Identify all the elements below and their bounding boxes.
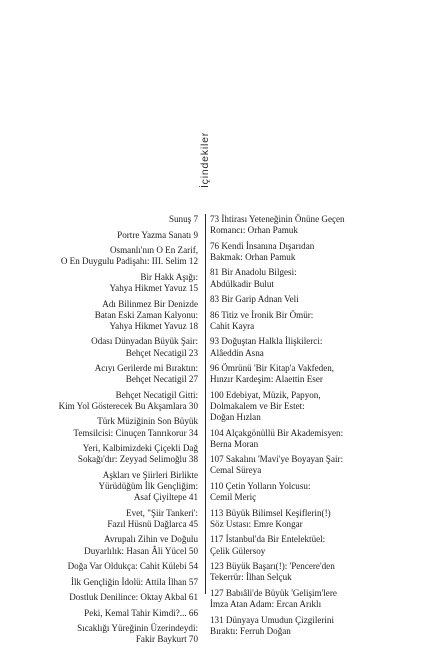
toc-entry	[210, 363, 420, 385]
toc-entry-line: Dolmakalem ve Bir Estet:	[210, 400, 305, 411]
toc-entry-line: Aşkları ve Şiirleri Birlikte	[102, 469, 198, 480]
toc-entry	[10, 561, 198, 572]
toc-entry-line: Abdülkadir Bulut	[210, 278, 274, 289]
toc-entry-line: Behçet Necatigil 27	[125, 374, 198, 385]
toc-entry-line: 123 Büyük Başarı(!): 'Pencere'den	[210, 561, 335, 572]
toc-entry-line: Sıcaklığı Yüreğinin Üzerindeydi:	[77, 623, 198, 634]
toc-entry-line: 100 Edebiyat, Müzik, Papyon,	[210, 389, 321, 400]
toc-entry	[210, 214, 420, 236]
toc-entry-line: Sokağı'dır: Zeyyad Selimoğlu 38	[77, 454, 198, 465]
toc-left-column	[10, 214, 198, 650]
column-divider	[205, 214, 206, 594]
toc-entry-line: Hınzır Kardeşim: Alaettin Eser	[210, 374, 323, 385]
toc-entry-line: Berna Moran	[210, 438, 259, 449]
toc-entry-line: Yürüdüğüm İlk Gençliğim:	[98, 481, 198, 492]
toc-entry-line: Doğa Var Oldukça: Cahit Külebi 54	[67, 561, 198, 572]
toc-entry-line: Behçet Necatigil 23	[125, 347, 198, 358]
toc-entry	[10, 336, 198, 358]
toc-entry-line: Tekerrür: İlhan Selçuk	[210, 572, 292, 583]
toc-entry	[10, 470, 198, 503]
toc-entry-line: Yahya Hikmet Yavuz 15	[109, 282, 198, 293]
toc-entry	[10, 443, 198, 465]
toc-entry-line: Fakir Baykurt 70	[135, 634, 198, 645]
toc-entry-line: 73 İhtirası Yeteneğinin Önüne Geçen	[210, 214, 345, 224]
toc-entry	[210, 241, 420, 263]
toc-entry-line: 83 Bir Garip Adnan Veli	[210, 294, 299, 305]
toc-entry-line: 131 Dünyaya Umudun Çizgilerini	[210, 614, 335, 625]
toc-entry-line: Cemal Süreya	[210, 465, 262, 476]
toc-entry	[10, 623, 198, 645]
toc-entry-line: 76 Kendi İnsanına Dışarıdan	[210, 240, 315, 251]
toc-entry	[210, 390, 420, 423]
toc-entry-line: Peki, Kemal Tahir Kimdi?... 66	[84, 607, 198, 618]
toc-entry-line: Türk Müziğinin Son Büyük	[97, 416, 198, 427]
toc-entry	[10, 416, 198, 438]
toc-entry-line: Sunuş 7	[168, 214, 198, 224]
toc-entry-line: Duyarlılık: Hasan Âli Yücel 50	[84, 545, 198, 556]
toc-entry	[10, 272, 198, 294]
toc-entry	[10, 390, 198, 412]
toc-entry-line: Çelik Gülersoy	[210, 545, 266, 556]
toc-entry-line: Dostluk Denilince: Oktay Akbal 61	[69, 592, 198, 603]
toc-entry	[210, 508, 420, 530]
toc-heading: İçindekiler	[199, 131, 211, 189]
toc-entry	[10, 577, 198, 588]
toc-entry-line: 96 Ömrünü 'Bir Kitap'a Vakfeden,	[210, 363, 335, 374]
toc-entry-line: Adı Bilinmez Bir Denizde	[102, 298, 198, 309]
toc-entry	[10, 363, 198, 385]
toc-entry-line: İmza Atan Adam: Ercan Arıklı	[210, 599, 322, 609]
toc-entry-line: Acıyı Gerilerde mi Bıraktın:	[94, 363, 198, 374]
toc-entry-line: Alâeddin Asna	[210, 347, 264, 358]
toc-entry-line: Bıraktı: Ferruh Doğan	[210, 625, 291, 636]
toc-entry-line: İlk Gençliğin İdolü: Attila İlhan 57	[70, 576, 198, 587]
toc-entry	[210, 310, 420, 332]
toc-entry-line: 93 Doğuştan Halkla İlişkilerci:	[210, 336, 323, 347]
toc-entry	[210, 588, 420, 610]
toc-entry-line: 113 Büyük Bilimsel Keşiflerin(!)	[210, 507, 331, 518]
toc-entry	[10, 230, 198, 241]
toc-entry-line: Bir Hakk Aşığı:	[140, 271, 198, 282]
toc-entry-line: Odası Dünyadan Büyük Şair:	[91, 336, 198, 347]
toc-entry	[210, 294, 420, 305]
toc-entry-line: Romancı: Orhan Pamuk	[210, 225, 298, 236]
toc-entry-line: Avrupalı Zihin ve Doğulu	[103, 534, 198, 545]
toc-entry-line: 110 Çetin Yolların Yolcusu:	[210, 481, 311, 492]
toc-entry	[10, 534, 198, 556]
toc-entry-line: Asaf Çiyiltepe 41	[133, 492, 198, 503]
toc-entry-line: Bakmak: Orhan Pamuk	[210, 251, 296, 262]
toc-entry-line: Batan Eski Zaman Kalyonu:	[94, 309, 198, 320]
toc-entry-line: O En Duygulu Padişahı: III. Selim 12	[60, 256, 198, 267]
toc-entry-line: Fazıl Hüsnü Dağlarca 45	[107, 518, 198, 529]
toc-right-column	[210, 214, 420, 641]
toc-entry-line: Portre Yazma Sanatı 9	[117, 229, 198, 240]
toc-entry	[10, 592, 198, 603]
toc-entry	[210, 615, 420, 637]
toc-entry	[210, 267, 420, 289]
toc-entry-line: Behçet Necatigil Gitti:	[115, 389, 198, 400]
toc-entry-line: Yeri, Kalbimizdeki Çiçekli Dağ	[82, 443, 198, 454]
toc-entry-line: Söz Ustası: Emre Kongar	[210, 518, 303, 529]
toc-entry	[210, 454, 420, 476]
toc-entry-line: Yahya Hikmet Yavuz 18	[109, 320, 198, 331]
toc-entry-line: Osmanlı'nın O En Zarif,	[109, 245, 198, 256]
toc-entry	[210, 561, 420, 583]
toc-entry-line: Cahit Kayra	[210, 320, 255, 331]
toc-entry-line: 104 Alçakgönüllü Bir Akademisyen:	[210, 427, 344, 438]
toc-entry-line: Kim Yol Gösterecek Bu Akşamlara 30	[58, 400, 198, 411]
toc-entry	[210, 534, 420, 556]
toc-entry-line: Evet, "Şiir Tankeri':	[126, 507, 198, 518]
toc-entry	[10, 508, 198, 530]
toc-entry	[10, 299, 198, 332]
toc-entry-line: 107 Sakalını 'Mavi'ye Boyayan Şair:	[210, 454, 344, 465]
toc-entry	[210, 336, 420, 358]
toc-entry	[10, 245, 198, 267]
toc-entry-line: Cemil Meriç	[210, 492, 257, 503]
toc-entry-line: Temsilcisi: Cinuçen Tanrıkorur 34	[73, 427, 198, 438]
toc-entry-line: 117 İstanbul'da Bir Entelektüel:	[210, 534, 326, 545]
toc-entry-line: Doğan Hızlan	[210, 412, 261, 423]
toc-entry-line: 86 Titiz ve İronik Bir Ömür:	[210, 309, 314, 320]
toc-entry	[210, 481, 420, 503]
toc-entry	[10, 214, 198, 225]
toc-entry-line: 81 Bir Anadolu Bilgesi:	[210, 267, 297, 278]
toc-entry-line: 127 Babıâli'de Büyük 'Gelişim'lere	[210, 587, 337, 598]
toc-heading-container	[197, 105, 213, 215]
toc-entry	[210, 428, 420, 450]
toc-entry	[10, 608, 198, 619]
